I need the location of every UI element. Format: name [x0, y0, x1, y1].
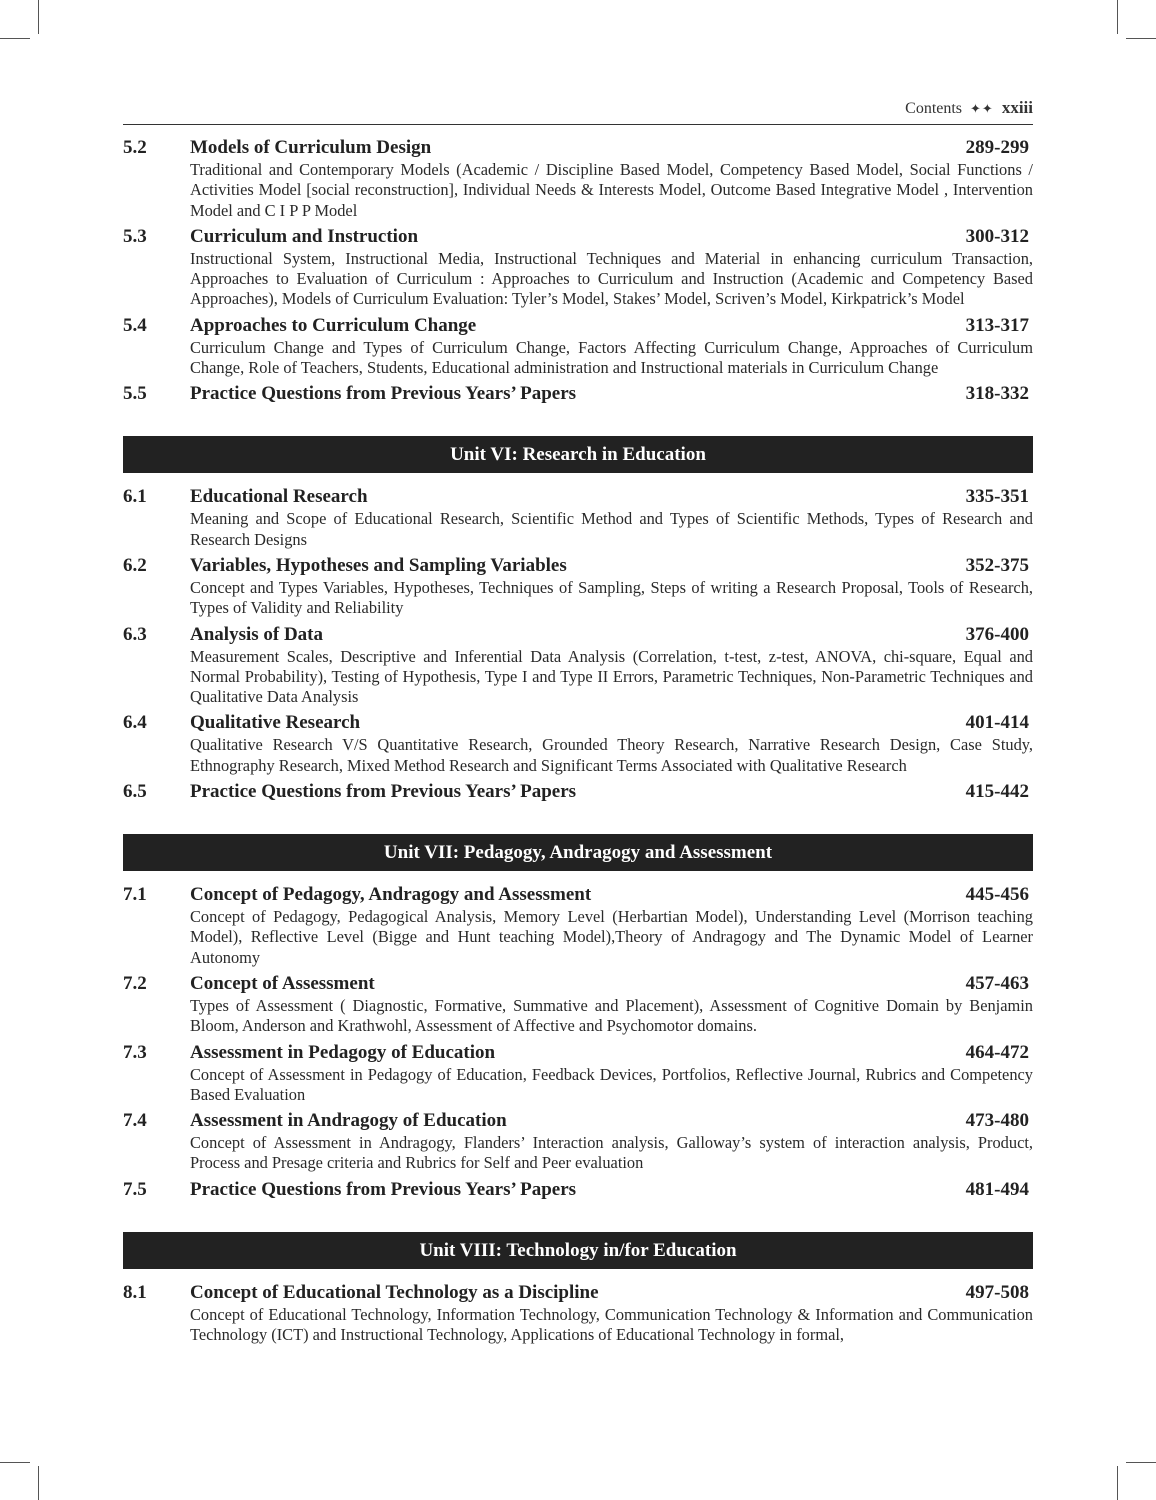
toc-entry-heading — [123, 972, 1033, 996]
toc-entry — [123, 711, 1033, 776]
toc-entry-heading — [123, 1041, 1033, 1065]
toc-entry — [123, 1281, 1033, 1346]
toc-entry-heading — [123, 136, 1033, 160]
section-description: Concept and Types Variables, Hypotheses, Techniques of Sampling, Steps of writing a Research Proposal, Tools of Research, Types of Validity and Reliability — [190, 577, 1033, 618]
section-number: 7.4 — [123, 1110, 147, 1132]
toc-entry-heading — [123, 623, 1033, 647]
section-number: 6.3 — [123, 623, 147, 645]
running-header — [123, 98, 1033, 125]
toc-entry — [123, 225, 1033, 310]
page-range: 289-299 — [965, 137, 1029, 158]
page-range: 352-375 — [965, 554, 1029, 576]
section-description: Concept of Assessment in Andragogy, Flanders’ Interaction analysis, Galloway’s system of interaction analysis, Product, Process and Presage criteria and Rubrics for Self and Peer evaluation — [190, 1133, 1033, 1173]
page-range: 464-472 — [965, 1041, 1029, 1063]
page-range: 376-400 — [965, 623, 1029, 645]
toc-entry-heading — [123, 314, 1033, 338]
section-title: Concept of Pedagogy, Andragogy and Assessment — [190, 884, 592, 906]
section-number: 6.2 — [123, 554, 147, 576]
section-number: 8.1 — [123, 1281, 147, 1303]
page-range: 457-463 — [965, 972, 1029, 994]
crop-mark — [38, 0, 39, 34]
page-range: 318-332 — [965, 383, 1029, 405]
page-number: xxiii — [1001, 98, 1033, 117]
toc-entry-heading — [123, 780, 1033, 804]
crop-mark — [38, 1466, 39, 1500]
toc-entry-heading — [123, 382, 1033, 406]
toc-entry — [123, 780, 1033, 804]
table-of-contents — [123, 136, 1033, 1349]
section-title: Practice Questions from Previous Years’ Papers — [190, 383, 577, 405]
header-separator-icon: ✦✦ — [970, 101, 994, 116]
section-title: Concept of Educational Technology as a Discipline — [190, 1281, 599, 1303]
toc-entry-heading — [123, 225, 1033, 249]
section-description: Curriculum Change and Types of Curriculum Change, Factors Affecting Curriculum Change, Approaches of Curriculum Change, Role of Teachers, Students, Educational administration and Instructional materials in Curriculum Change — [190, 337, 1033, 378]
section-number: 6.4 — [123, 712, 147, 734]
section-title: Models of Curriculum Design — [190, 137, 432, 158]
toc-entry — [123, 883, 1033, 968]
section-number: 7.3 — [123, 1041, 147, 1063]
section-description: Types of Assessment ( Diagnostic, Formative, Summative and Placement), Assessment of Cognitive Domain by Benjamin Bloom, Anderson and Krathwohl, Assessment of Affective and Psychomotor domains. — [190, 995, 1033, 1036]
section-number: 5.3 — [123, 225, 147, 247]
section-number: 6.1 — [123, 486, 147, 508]
section-number: 5.4 — [123, 314, 147, 336]
toc-entry — [123, 1041, 1033, 1106]
toc-entry-heading — [123, 1109, 1033, 1133]
section-number: 5.2 — [123, 137, 147, 158]
unit-heading: Unit VI: Research in Education — [123, 436, 1033, 473]
section-description: Concept of Assessment in Pedagogy of Education, Feedback Devices, Portfolios, Reflective Journal, Rubrics and Competency Based Evaluation — [190, 1064, 1033, 1104]
toc-entry-heading — [123, 1281, 1033, 1305]
toc-entry — [123, 1178, 1033, 1202]
toc-entry — [123, 1109, 1033, 1174]
section-description: Measurement Scales, Descriptive and Inferential Data Analysis (Correlation, t-test, z-test, ANOVA, chi-square, Equal and Normal Probability), Testing of Hypothesis, Type I and Type II Errors, Parametric Techniques, Non-Parametric Techniques and Qualitative Data Analysis — [190, 646, 1033, 707]
section-description: Concept of Pedagogy, Pedagogical Analysis, Memory Level (Herbartian Model), Understanding Level (Morrison teaching Model), Reflective Level (Bigge and Hunt teaching Model),Theory of Andragogy and The Dynamic Model of Learner Autonomy — [190, 907, 1033, 967]
section-description: Qualitative Research V/S Quantitative Research, Grounded Theory Research, Narrative Research Design, Case Study, Ethnography Research, Mixed Method Research and Significant Terms Associated with Qualitative Research — [190, 735, 1033, 775]
section-number: 6.5 — [123, 781, 147, 803]
section-title: Practice Questions from Previous Years’ Papers — [190, 1178, 577, 1200]
crop-mark — [1126, 38, 1156, 39]
page-range: 497-508 — [965, 1281, 1029, 1303]
section-title: Approaches to Curriculum Change — [190, 314, 477, 336]
section-number: 7.5 — [123, 1178, 147, 1200]
toc-entry — [123, 314, 1033, 379]
section-title: Concept of Assessment — [190, 972, 375, 994]
section-title: Qualitative Research — [190, 712, 361, 734]
toc-entry-heading — [123, 883, 1033, 907]
section-number: 5.5 — [123, 383, 147, 405]
toc-entry-heading — [123, 1178, 1033, 1202]
page-range: 415-442 — [965, 781, 1029, 803]
crop-mark — [1117, 1466, 1118, 1500]
toc-entry — [123, 382, 1033, 406]
header-section-label: Contents — [905, 100, 963, 117]
page-range: 445-456 — [965, 884, 1029, 906]
page-range: 473-480 — [965, 1110, 1029, 1132]
section-description: Instructional System, Instructional Media, Instructional Techniques and Material in enhancing curriculum Transaction, Approaches to Evaluation of Curriculum : Approaches to Curriculum and Instruction (Academic and Competency Based Approaches), Models of Curriculum Evaluation: Tyler’s Model, Stakes’ Model, Scriven’s Model, Kirkpatrick’s Model — [190, 248, 1033, 309]
section-number: 7.2 — [123, 972, 147, 994]
toc-entry — [123, 485, 1033, 550]
page-range: 300-312 — [965, 225, 1029, 247]
crop-mark — [0, 1462, 30, 1463]
unit-heading: Unit VII: Pedagogy, Andragogy and Assessment — [123, 834, 1033, 871]
crop-mark — [0, 38, 30, 39]
toc-entry-heading — [123, 711, 1033, 735]
section-description: Meaning and Scope of Educational Research, Scientific Method and Types of Scientific Methods, Types of Research and Research Designs — [190, 509, 1033, 549]
section-description: Traditional and Contemporary Models (Academic / Discipline Based Model, Competency Based Model, Social Functions / Activities Model [social reconstruction], Individual Needs & Interests Model, Outcome Based Integrative Model , Intervention Model and C I P P Model — [190, 160, 1033, 220]
crop-mark — [1126, 1462, 1156, 1463]
toc-entry — [123, 136, 1033, 221]
crop-mark — [1117, 0, 1118, 34]
section-title: Assessment in Andragogy of Education — [190, 1110, 507, 1132]
toc-entry — [123, 554, 1033, 619]
section-title: Variables, Hypotheses and Sampling Variables — [190, 554, 567, 576]
section-title: Curriculum and Instruction — [190, 225, 419, 247]
section-number: 7.1 — [123, 884, 147, 906]
page-range: 481-494 — [965, 1178, 1029, 1200]
toc-entry — [123, 972, 1033, 1037]
section-title: Assessment in Pedagogy of Education — [190, 1041, 496, 1063]
page-range: 335-351 — [965, 486, 1029, 508]
section-description: Concept of Educational Technology, Information Technology, Communication Technology & Information and Communication Technology (ICT) and Instructional Technology, Applications of Educational Technology in formal, — [190, 1304, 1033, 1345]
toc-entry-heading — [123, 554, 1033, 578]
page-range: 401-414 — [965, 712, 1029, 734]
toc-entry — [123, 623, 1033, 708]
toc-entry-heading — [123, 485, 1033, 509]
section-title: Analysis of Data — [190, 623, 324, 645]
unit-heading: Unit VIII: Technology in/for Education — [123, 1232, 1033, 1269]
page-range: 313-317 — [965, 314, 1029, 336]
section-title: Educational Research — [190, 486, 368, 508]
section-title: Practice Questions from Previous Years’ Papers — [190, 781, 577, 803]
